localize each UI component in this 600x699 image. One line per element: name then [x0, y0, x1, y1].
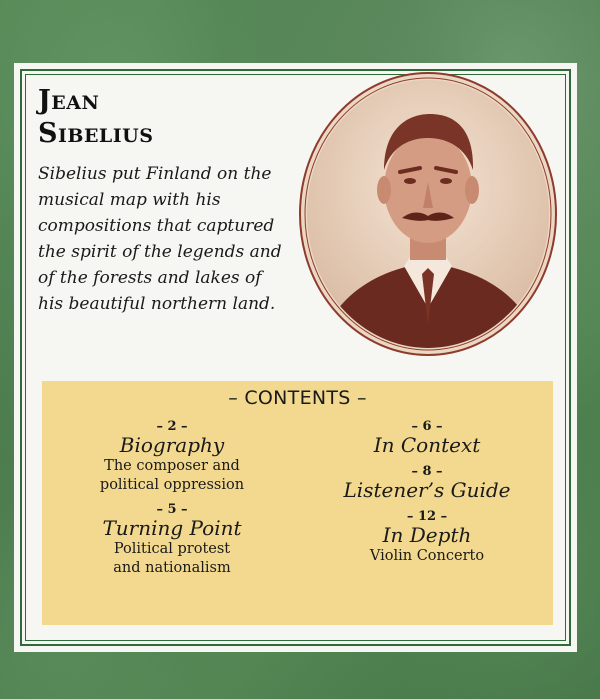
intro-blurb: Sibelius put Finland on the musical map with his compositions that captured the spirit of the legends and of the forests and lakes of his beautiful northern land.: [38, 164, 282, 314]
contents-box: [42, 381, 553, 625]
contents-column-left: [52, 419, 292, 585]
entry-description-line: and nationalism: [113, 560, 231, 576]
entry-title: Turning Point: [102, 516, 242, 540]
entry-page-number: – 6 –: [411, 419, 443, 434]
entry-page-number: – 2 –: [156, 419, 188, 434]
contents-heading: – CONTENTS –: [228, 387, 367, 409]
composer-name: [38, 84, 153, 150]
entry-title: Biography: [119, 433, 225, 457]
contents-entry-in-context: [307, 419, 547, 457]
entry-page-number: – 5 –: [156, 502, 188, 517]
contents-entry-biography: [52, 419, 292, 495]
booklet-panel: [14, 63, 577, 652]
composer-portrait: [296, 70, 560, 358]
composer-last-name: Sibelius: [38, 118, 154, 149]
contents-entry-in-depth: [307, 509, 547, 566]
entry-description-line: Violin Concerto: [369, 548, 485, 564]
contents-column-right: [307, 419, 547, 573]
composer-first-name: Jean: [38, 85, 100, 116]
entry-description-line: political oppression: [99, 477, 245, 493]
contents-entry-listeners-guide: [307, 464, 547, 502]
entry-title: In Context: [373, 433, 481, 457]
entry-description-line: Political protest: [113, 541, 231, 557]
entry-description-line: The composer and: [104, 458, 240, 474]
entry-page-number: – 8 –: [411, 464, 443, 479]
entry-title: In Depth: [382, 523, 472, 547]
contents-entry-turning-point: [52, 502, 292, 578]
entry-title: Listener’s Guide: [343, 478, 511, 502]
entry-page-number: – 12 –: [406, 509, 448, 524]
